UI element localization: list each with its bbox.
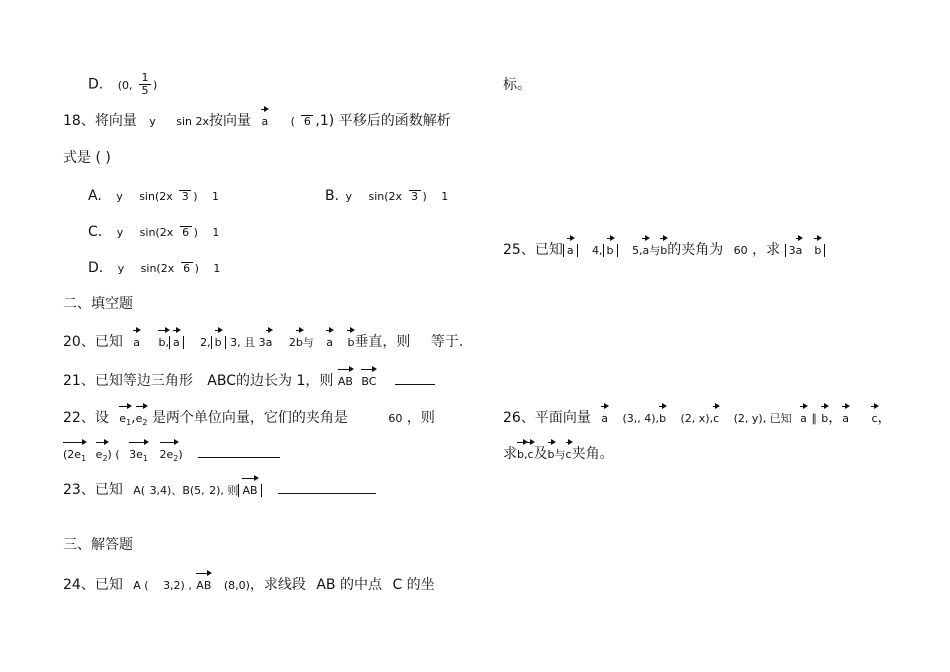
option-label: B. <box>325 188 340 204</box>
question-number: 25、已知 <box>503 242 563 258</box>
text: sin(2x <box>368 190 403 203</box>
text: 及 <box>533 446 548 462</box>
text: 1 <box>213 262 221 275</box>
text: 标。 <box>503 77 531 93</box>
vector-a: a <box>842 409 849 429</box>
option-18-b <box>325 186 448 207</box>
question-24-continued <box>503 75 531 95</box>
fraction-denominator: 3 <box>411 189 418 203</box>
question-18-line2 <box>63 148 111 168</box>
vector-a: a <box>133 333 140 353</box>
abs-a <box>563 244 578 257</box>
text: 夹角。 <box>571 446 614 462</box>
question-number: 24、已知 <box>63 577 123 593</box>
vector-b: b <box>347 333 354 353</box>
text: ，求 <box>752 242 781 258</box>
text: A( <box>133 484 146 497</box>
text: ) ( <box>107 448 120 461</box>
expression <box>63 448 186 464</box>
text: ， <box>877 410 892 426</box>
text: ) <box>194 262 199 275</box>
question-20 <box>63 332 463 353</box>
text: ，则 <box>406 410 435 426</box>
abs-ab <box>238 484 261 497</box>
vector-e1: $e_1$ <box>119 409 131 433</box>
text: (2, x), <box>680 412 714 425</box>
option-18-c <box>88 222 219 243</box>
question-26-line2 <box>503 444 614 465</box>
vector-e1: $3e_1$ <box>129 445 148 469</box>
vector-bc: BC <box>361 372 376 392</box>
vector-c: c <box>566 445 572 465</box>
option-17-d <box>88 72 157 97</box>
text: 2, <box>200 336 211 349</box>
vector-a: a <box>266 333 273 353</box>
vector-b: b <box>659 409 666 429</box>
vector-b: b <box>821 409 828 429</box>
option-label: D. <box>88 76 104 93</box>
section-heading-2 <box>63 294 133 314</box>
vector-ab: AB <box>196 576 211 596</box>
text: ) <box>152 78 158 92</box>
section-heading-3 <box>63 535 133 555</box>
option-18-d <box>88 258 220 279</box>
text: sin 2x <box>176 115 210 128</box>
text: 等于. <box>430 334 464 350</box>
fraction <box>409 190 421 203</box>
fraction <box>181 262 193 275</box>
option-label: C. <box>88 224 103 240</box>
question-number: 26、平面向量 <box>503 410 591 426</box>
question-25 <box>503 240 825 261</box>
text: y <box>117 262 125 275</box>
question-number: 20、已知 <box>63 334 123 350</box>
vector-e1: ($2e_1$ <box>63 445 86 469</box>
vector-e2: $2e_2$ <box>160 445 179 469</box>
vector-c: c <box>871 409 877 429</box>
text: 与 <box>554 448 566 461</box>
vector-b: b <box>296 333 303 353</box>
vector-ab: AB <box>242 481 257 501</box>
vector-e2: $e_2$ <box>136 409 148 433</box>
text: 垂直，则 <box>354 334 411 350</box>
text: 3, 且 3 <box>230 336 266 349</box>
vector-a: a <box>796 241 803 261</box>
text: sin(2x <box>139 190 173 203</box>
text: 3,4)、B(5, <box>149 484 205 497</box>
text: ( <box>290 115 295 128</box>
angle-value: 60 <box>733 244 748 257</box>
fraction <box>139 72 151 97</box>
answer-blank[interactable] <box>198 457 280 458</box>
text: A ( <box>133 579 149 592</box>
text: ,1) 平移后的函数解析 <box>315 113 451 129</box>
text: 2e <box>159 448 174 461</box>
text: y <box>116 190 123 203</box>
vector-e2: $e_2$ <box>96 445 108 469</box>
question-22-line2 <box>63 444 280 469</box>
text: 按向量 <box>209 113 252 129</box>
vector-a: a <box>601 409 608 429</box>
text: 1 <box>212 226 220 239</box>
text: y <box>149 115 156 128</box>
abs-a <box>169 336 184 349</box>
vector-a: a <box>173 333 180 353</box>
vector-a: a <box>800 409 807 429</box>
question-number: 18、将向量 <box>63 113 137 129</box>
fraction-denominator: 6 <box>182 225 190 239</box>
vector-b: b <box>215 333 222 353</box>
text: e <box>119 412 127 425</box>
question-text: 21、已知等边三角形 <box>63 373 193 389</box>
abs-expression <box>785 244 826 257</box>
text: ， <box>828 410 843 426</box>
text: ) <box>422 190 427 203</box>
fraction <box>180 226 192 239</box>
text: 3e <box>129 448 143 461</box>
option-18-a <box>88 186 219 207</box>
text: 1 <box>441 190 449 203</box>
vector-a: a <box>326 333 333 353</box>
text: sin(2x <box>139 226 174 239</box>
text: 4, <box>592 244 603 257</box>
text: (3,, 4), <box>622 412 660 425</box>
question-21 <box>63 371 435 392</box>
text: 2), 则 <box>209 484 239 497</box>
text: 式是 ( ) <box>63 150 111 166</box>
fraction-numerator: 1 <box>139 72 151 85</box>
vector-c: c <box>527 445 533 465</box>
fraction-denominator: 5 <box>141 84 149 97</box>
vector-a: a <box>642 241 649 261</box>
question-18 <box>63 111 451 132</box>
vector-a: a <box>261 112 268 132</box>
section-title: 二、填空题 <box>63 296 133 312</box>
fraction <box>179 190 191 203</box>
abs-b <box>211 336 226 349</box>
vector-b: b <box>814 241 821 261</box>
section-title: 三、解答题 <box>63 537 133 553</box>
question-26 <box>503 408 892 429</box>
text: 与 <box>302 336 314 349</box>
text: ) <box>193 226 198 239</box>
parallel-symbol: ∥ <box>811 412 817 425</box>
text: ABC的边长为 1，则 <box>207 373 334 389</box>
question-22: 22、设 $e_1,e_2$ 是两个单位向量，它们的夹角是 60 ，则 <box>63 408 435 433</box>
fraction-denominator: 3 <box>181 189 189 203</box>
vector-b: b, <box>158 333 168 353</box>
text: sin(2x <box>140 262 175 275</box>
text: AB 的中点 <box>316 577 382 593</box>
question-23 <box>63 480 376 501</box>
fraction <box>301 115 313 128</box>
text: ，求线段 <box>249 577 306 593</box>
vector-a: a <box>567 241 574 261</box>
text: C 的坐 <box>392 577 435 593</box>
vector-b: b <box>660 241 667 261</box>
text: ) <box>178 448 183 461</box>
question-number: 22、设 <box>63 410 109 426</box>
text: 2 <box>288 336 296 349</box>
text: 是两个单位向量，它们的夹角是 <box>151 410 348 426</box>
text: 的夹角为 <box>667 242 724 258</box>
fraction-denominator: 6 <box>303 114 311 128</box>
text: y <box>345 190 353 203</box>
text: 求 <box>503 446 517 462</box>
option-label: A. <box>88 188 102 204</box>
option-label: D. <box>88 260 104 276</box>
text: 1 <box>211 190 219 203</box>
vector-b: b, <box>517 445 527 465</box>
vector-b: b <box>607 241 614 261</box>
text: e <box>95 448 103 461</box>
text: e <box>135 412 143 425</box>
abs-b <box>603 244 618 257</box>
angle-value: 60 <box>388 412 403 425</box>
text: 3,2) , <box>163 579 192 592</box>
text: 3 <box>788 244 796 257</box>
question-24 <box>63 575 435 596</box>
vector-c: c <box>713 409 719 429</box>
fraction-denominator: 6 <box>183 261 191 275</box>
vector-ab: AB <box>338 372 353 392</box>
question-number: 23、已知 <box>63 482 123 498</box>
text: (8,0) <box>223 579 250 592</box>
answer-blank[interactable] <box>395 384 435 385</box>
text: (0, <box>117 78 133 92</box>
text: 5, <box>631 244 643 257</box>
vector-b: b <box>548 445 555 465</box>
text: (2, y), 已知 <box>733 412 792 425</box>
text: ) <box>193 190 198 203</box>
text: y <box>116 226 124 239</box>
text: (2e <box>63 448 82 461</box>
text: 与 <box>649 244 661 257</box>
answer-blank[interactable] <box>278 493 376 494</box>
